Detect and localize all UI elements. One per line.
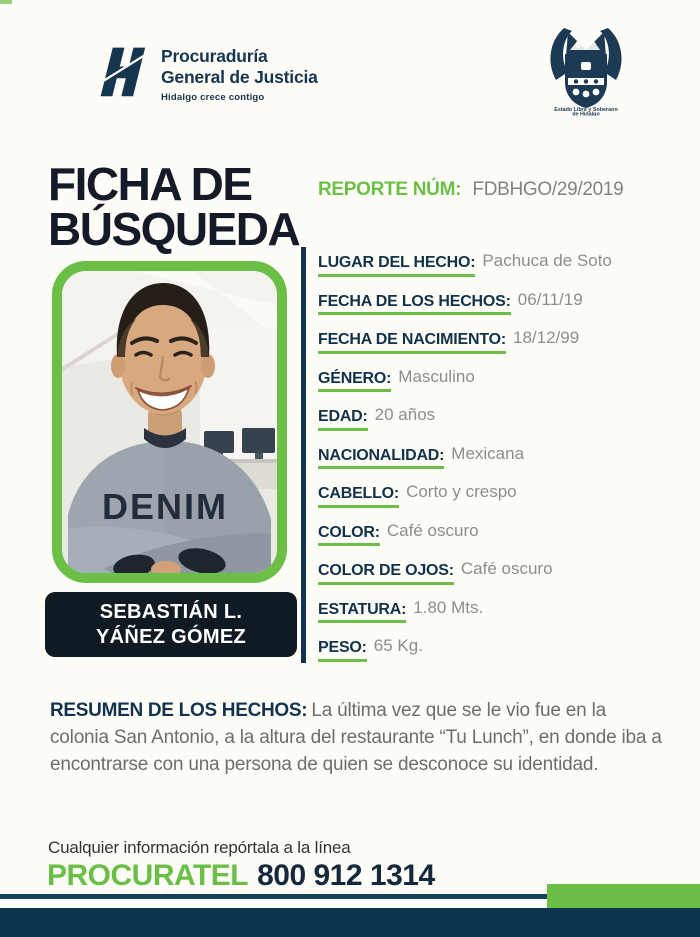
org-tagline: Hidalgo crece contigo	[161, 92, 265, 103]
footer-green-block	[547, 884, 700, 908]
report-number-value: FDBHGO/29/2019	[472, 179, 624, 200]
field-label: COLOR:	[318, 524, 380, 547]
footer-bottom-bar	[0, 908, 700, 937]
shirt-print-text: DENIM	[102, 486, 228, 527]
field-lugar-del-hecho	[318, 251, 688, 273]
field-color-de-ojos	[318, 559, 688, 581]
page-title-line1: FICHA DE	[48, 158, 252, 210]
field-value: Pachuca de Soto	[482, 251, 612, 270]
field-label: FECHA DE NACIMIENTO:	[318, 331, 506, 354]
hotline-name: PROCURATEL	[47, 859, 249, 892]
field-label: PESO:	[318, 639, 367, 662]
field-value: 1.80 Mts.	[413, 597, 484, 617]
field-label: LUGAR DEL HECHO:	[318, 254, 475, 277]
missing-person-name-plate	[45, 592, 297, 657]
field-value: Café oscuro	[386, 520, 479, 540]
field-value: 06/11/19	[517, 289, 583, 309]
field-peso	[318, 636, 688, 658]
field-value: Masculino	[398, 366, 475, 386]
field-label: GÉNERO:	[318, 370, 391, 393]
field-nacionalidad	[318, 444, 688, 466]
footer-rule	[0, 894, 547, 899]
report-info-line: Cualquier información repórtala a la línea	[48, 838, 351, 857]
hotline-phone-number: 800 912 1314	[257, 859, 435, 892]
page-title-line2: BÚSQUEDA	[48, 203, 300, 255]
field-value: Café oscuro	[460, 559, 553, 578]
field-label: NACIONALIDAD:	[318, 447, 444, 470]
field-value: 20 años	[374, 405, 436, 424]
field-color	[318, 521, 688, 543]
field-edad	[318, 405, 688, 427]
field-genero	[318, 367, 688, 389]
field-value: Corto y crespo	[406, 482, 517, 501]
field-estatura	[318, 598, 688, 620]
summary-of-facts	[50, 697, 664, 778]
hidalgo-state-crest-icon	[534, 26, 638, 116]
summary-label: RESUMEN DE LOS HECHOS:	[50, 700, 308, 721]
page-title	[48, 158, 300, 255]
crest-caption-line2: de Hidalgo	[572, 111, 600, 116]
field-label: COLOR DE OJOS:	[318, 562, 454, 585]
field-value: 18/12/99	[513, 328, 580, 347]
field-label: ESTATURA:	[318, 601, 406, 624]
field-label: EDAD:	[318, 408, 368, 431]
crest-caption-line1: Estado Libre y Soberano	[554, 107, 618, 113]
report-number-label: REPORTE NÚM:	[318, 179, 462, 200]
report-number-row	[318, 179, 623, 201]
person-name-line1: SEBASTIÁN L.	[99, 600, 243, 623]
hotline-row	[47, 859, 435, 893]
field-label: CABELLO:	[318, 485, 399, 508]
field-label: FECHA DE LOS HECHOS:	[318, 293, 511, 316]
field-fecha-de-los-hechos	[318, 290, 688, 312]
corner-mark	[0, 0, 12, 4]
summary-text: La última vez que se le vio fue en la colonia San Antonio, a la altura del restaurante “Tu Lunch”, en donde iba a encontrarse con una persona de quien se desconoce su identidad.	[50, 700, 662, 775]
person-details-list	[318, 251, 688, 675]
field-value: 65 Kg.	[373, 636, 423, 655]
pgj-hidalgo-logo-icon	[97, 44, 151, 98]
org-name-line2: General de Justicia	[161, 67, 318, 87]
person-name-line2: YÁÑEZ GÓMEZ	[96, 625, 246, 648]
org-name-line1: Procuraduría	[161, 46, 268, 66]
field-value: Mexicana	[451, 443, 525, 463]
field-fecha-de-nacimiento	[318, 328, 688, 350]
org-name	[161, 46, 318, 88]
field-cabello	[318, 482, 688, 504]
vertical-divider	[301, 247, 306, 663]
missing-person-photo	[52, 261, 287, 583]
